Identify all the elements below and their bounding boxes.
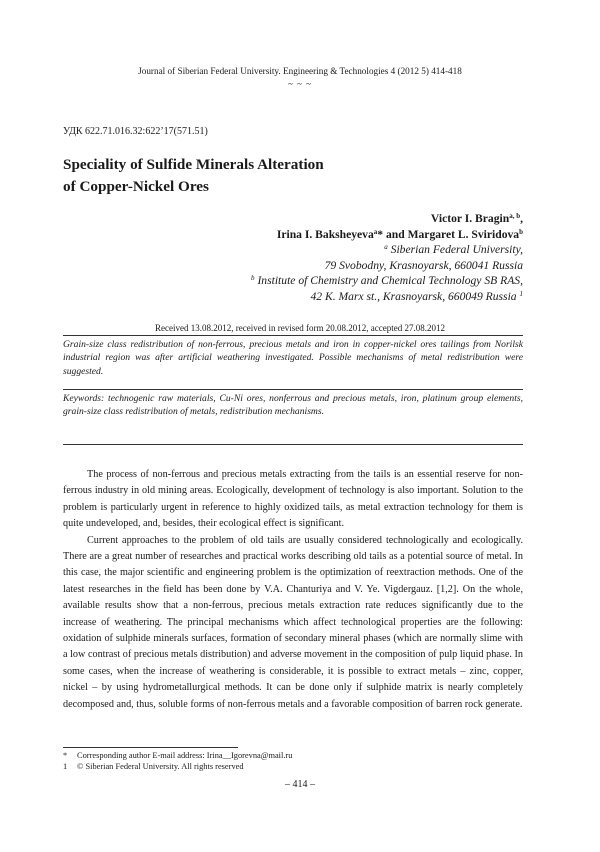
author-sviridova: * and Margaret L. Sviridova: [377, 227, 520, 241]
affiliation-a-name: Siberian Federal University,: [390, 243, 523, 256]
affiliation-a-line-1: [251, 242, 523, 258]
affiliation-b-name: Institute of Chemistry and Chemical Technology SB RAS,: [257, 274, 523, 287]
title-line-2: of Copper-Nickel Ores: [63, 178, 209, 195]
affiliation-b-mark: b: [251, 274, 255, 282]
article-body: [63, 467, 523, 713]
footnote-2-mark: 1: [63, 762, 68, 771]
abstract-mid-rule: [63, 389, 523, 390]
affiliation-b-line-1: [251, 273, 523, 289]
keywords-text: Keywords: technogenic raw materials, Cu-Ni ores, nonferrous and precious metals, iron, platinum group elements, grain-size class redistribution of metals, redistribution mechanisms.: [63, 393, 523, 418]
abstract-top-rule: [63, 335, 523, 336]
affiliation-a-address: 79 Svobodny, Krasnoyarsk, 660041 Russia: [324, 258, 523, 272]
footnotes: [63, 750, 292, 772]
footnote-corresponding: [63, 750, 292, 761]
author-baksheyeva: Irina I. Baksheyeva: [276, 227, 374, 241]
udk-code: УДК 622.71.016.32:622’17(571.51): [63, 126, 208, 137]
body-paragraph-1: The process of non-ferrous and precious metals extracting from the tails is an essential reserve for non-ferrous industry in old mining areas. Ecologically, development of technology is also important. Solution to the problem is particularly urgent in reference to highly oxidized tails, as metal extraction technology for them is quite undeveloped, and, besides, their ecological effect is significant.: [63, 469, 523, 530]
author-sviridova-affil: b: [519, 227, 523, 236]
abstract-text: Grain-size class redistribution of non-ferrous, precious metals and iron in copper-nickel ores tailings from Norilsk industrial region was after artificial weathering investigated. Possible mechanisms of metal redistribution were suggested.: [63, 339, 523, 377]
copyright-note-mark: 1: [519, 289, 523, 298]
footnote-1-text: Corresponding author E-mail address: Irina__Igorevna@mail.ru: [77, 751, 293, 760]
title-line-1: Speciality of Sulfide Minerals Alteration: [63, 156, 324, 173]
footnote-copyright: [63, 761, 292, 772]
author-baksheyeva-affil: a: [373, 227, 378, 236]
author-line-2: [251, 227, 523, 243]
author-bragin-affil: a, b: [509, 212, 521, 220]
author-bragin: Victor I. Bragin: [430, 212, 510, 225]
abstract-bottom-rule: [63, 444, 523, 445]
author-line-1: Victor I. Bragin$^{a, b}$,: [430, 212, 523, 225]
affiliation-b-address-text: 42 K. Marx st., Krasnoyarsk, 660049 Russia: [310, 289, 517, 303]
page-number: – 414 –: [285, 779, 315, 790]
article-title: [63, 154, 324, 198]
footnote-rule: [63, 747, 238, 748]
footnote-2-text: © Siberian Federal University. All rights reserved: [77, 762, 244, 771]
footnote-1-mark: *: [63, 751, 68, 760]
journal-header: Journal of Siberian Federal University. Engineering & Technologies 4 (2012 5) 414-418: [138, 66, 462, 76]
received-dates: Received 13.08.2012, received in revised form 20.08.2012, accepted 27.08.2012: [155, 323, 445, 333]
author-block: [251, 211, 523, 304]
body-paragraph-2: Current approaches to the problem of old tails are usually considered technologically and ecologically. There are a great number of researches and practical works describing old tails as a potential source of metal. In this case, the major scientific and engineering problem is the optimization of reextraction methods. One of the latest researches in the field has been done by V.A. Chanturiya and V. Ye. Vigdergauz. [1,2]. On the whole, available results show that a non-ferrous, precious metals extraction rate reduces significantly due to the increase of weathering. The principal mechanisms which affect technological properties are the following: oxidation of sulphide minerals surfaces, formation of secondary mineral phases (which are normally slime with a low contrast of precious metals distribution) and adverse movement in the composition of pulp liquid phase. In some cases, when the increase of weathering is considerable, it is possible to extract metals – zinc, copper, nickel – by using hydrometallurgical methods. It can be done only if sulphide matrix is nearly completely decomposed and, thus, soluble forms of non-ferrous metals and a favorable composition of barren rock generate.: [63, 534, 523, 710]
header-ornament: ~ ~ ~: [287, 79, 313, 89]
affiliation-a-mark: a: [384, 243, 388, 251]
affiliation-b-address: [251, 289, 523, 305]
